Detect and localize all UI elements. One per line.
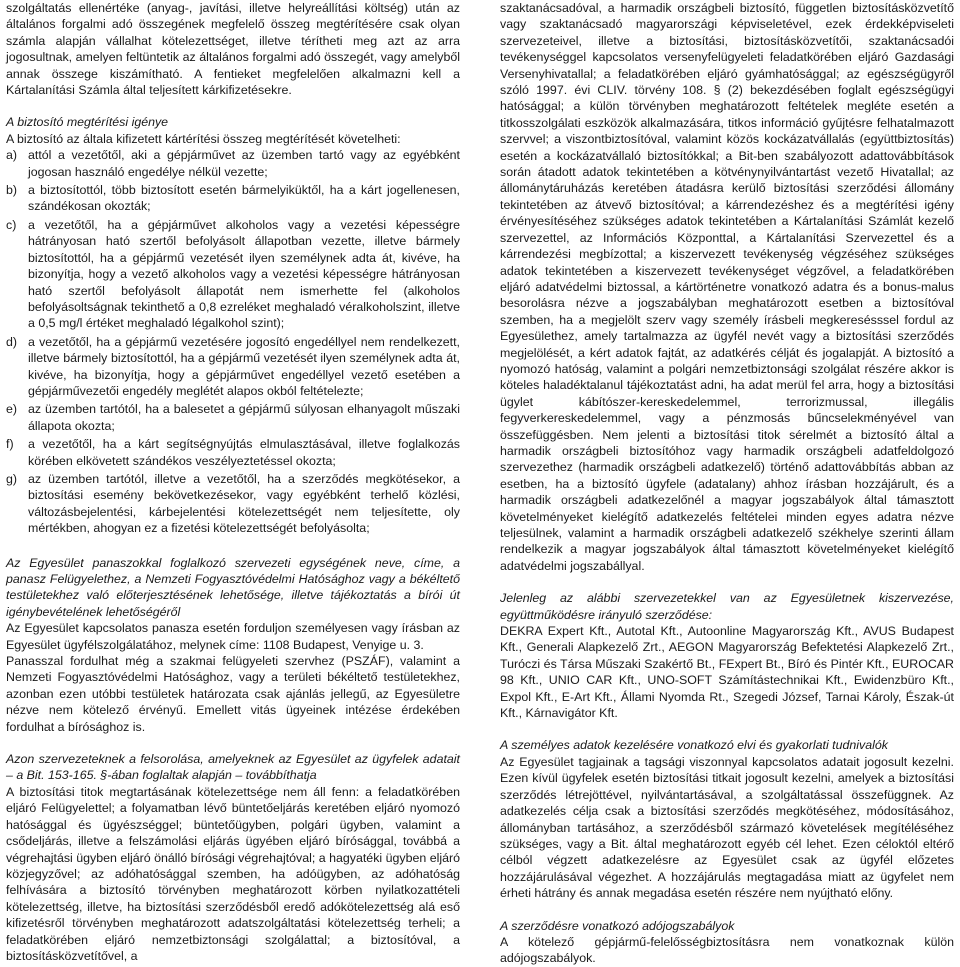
section-heading-tax-law: A szerződésre vonatkozó adójogszabályok xyxy=(500,918,735,933)
continued-paragraph: szaktanácsadóval, a harmadik országbeli biztosító, független biztosításközvetítő vagy szaktanácsadó magyarországi képviseletével, ezek érdekképviseleti szervezeteivel, illetve a biztosítási, biztosításközvetítői, szaktanácsadói tevékenységgel kapcsolatos versenyfelügyeleti feladatkörében eljáró Gazdasági Versenyhivatallal; a feladatkörében eljáró gyámhatósággal; az egészségügyről szóló 1997. évi CLIV. törvény 108. § (2) bekezdésében foglalt egészségügyi hatósággal; a külön törvényben meghatározott feltételek megléte esetén a titkosszolgálati eszközök alkalmazására, titkos információ gyűjtésre felhatalmazott szervvel; a viszontbiztosítóval, valamint közös kockázatvállalás (együttbiztosítás) esetén a kockázatvállaló biztosítókkal; a Bit-ben szabályozott adattovábbítások során átadott adatok tekintetében a kötvénynyilvántartást vezető Hivatallal; az állománytáruházás keretében átadásra kerülő biztosítási szerződési állomány tekintetében az átvevő biztosítóval; a kárrendezéshez és a megtérítési igény érvényesítéséhez szükséges adatok tekintetében a Kártalanítási Számlát kezelő szervezettel, az Információs Központtal, a Kártalanítási Szervezettel és a kárrendezési megbízottal; a kiszervezett tevékenység végzéséhez szükséges adatok tekintetében a kiszervezett tevékenységet végzővel, a feladatkörében eljáró adatvédelmi biztossal, a kártörténetre vonatkozó adatra és a bonus-malus besorolásra nézve a jogszabályban meghatározott esetben a biztosítóval szemben, ha a megjelölt szerv vagy személy írásbeli megkeresésssel fordul az Egyesülethez, amely tartalmazza az ügyfél nevét vagy a biztosítási szerződés megjelölését, a kért adatok fajtát, az adatkérés célját és jogalapját. A biztosító a nyomozó hatóság, valamint a polgári nemzetbiztonsági szolgálat részére akkor is köteles haladéktalanul tájékoztatást adni, ha adat merül fel arra, hogy a biztosítási ügylet kábítószer-kereskedelemmel, terrorizmussal, illegális fegyverkereskedelemmel, vagy a pénzmosás bűncselekményével van összefüggésben. Nem jelenti a biztosítási titok sérelmét a biztosító által a harmadik országbeli biztosítóhoz vagy harmadik országbeli adatfeldolgozó szervezethez (harmadik országbeli adatkezelő) történő adattovábbítás abban az esetben, ha a biztosító ügyfele (adatalany) ahhoz írásban hozzájárult, és a harmadik országbeli adatkezelőnél a magyar jogszabályok által támasztott követelményeket kielégítő adatkezelés feltételei minden egyes adatra nézve teljesülnek, valamint a harmadik országbeli adatkezelő székhelye szerinti állam rendelkezik a magyar jogszabályok által támasztott követelményeket kielégítő adatvédelmi jogszabállyal. xyxy=(500,1,954,573)
section-heading-partners: Jelenleg az alábbi szervezetekkel van az Egyesületnek kiszervezése, együttműködésre irányuló szerződése: xyxy=(500,591,954,622)
personal-data-paragraph: Az Egyesület tagjainak a tagsági viszonnyal kapcsolatos adatait jogosult kezelni. Ezen kívül ügyfelek esetén biztosítási titkait jogosult kezelni, amelyek a biztosítási szerződés létrejöttével, nyilvántartásával, a szolgáltatással összefüggnek. Az adatkezelés célja csak a biztosítási szerződés megkötéséhez, módosításához, állományban tartásához, a szerződésből származó követelések megítéléséhez szükséges, vagy a Bit. által meghatározott egyéb cél lehet. Ezen céloktól eltérő célból végzett adatkezelésre az Egyesület csak az ügyfél előzetes hozzájárulásával végezhet. A hozzájárulás megtagadása miatt az ügyfelet nem érheti hátrány és annak megadása esetén részére nem nyújtható előny. xyxy=(500,754,954,901)
reimbursement-list xyxy=(6,147,460,536)
left-column xyxy=(6,0,460,963)
partners-paragraph: DEKRA Expert Kft., Autotal Kft., Autoonline Magyarország Kft., AVUS Budapest Kft., Generali Alapkezelő Zrt., AEGON Magyarország Befektetési Alapkezelő Zrt., Turóczi és Társa Műszaki Szakértő Bt., FExpert Bt., Bíró és Pintér Kft., EUROCAR 98 Kft., UNIO CAR Kft., UNO-SOFT Számítástechnikai Kft., Ewidenzbüro Kft., Expol Kft., E-Art Kft., Állami Nyomda Rt., Szegedi József, Tarnai Károly, Észak-út Kft., Kárnavigátor Kft. xyxy=(500,624,954,721)
complaints-paragraph-2: Panasszal fordulhat még a szakmai felügyeleti szervhez (PSZÁF), valamint a Nemzeti Fogyasztóvédelmi Hatósághoz, vagy a területi békéltető testületekhez, azonban ezen utóbbi testületek határozata csak ajánlás jellegű, az Egyesületre nézve nem kötelező érvényű. Emellett vitás ügyeinek intézése érdekében fordulhat a bírósághoz is. xyxy=(6,654,460,734)
right-column xyxy=(500,0,954,966)
section-heading-personal-data: A személyes adatok kezelésére vonatkozó elvi és gyakorlati tudnivalók xyxy=(500,738,888,753)
list-item: e) az üzemben tartótól, ha a balesetet a gépjármű súlyosan elhanyagolt műszaki állapota okozta; xyxy=(6,402,460,433)
data-transfer-paragraph: A biztosítási titok megtartásának kötelezettsége nem áll fenn: a feladatkörében eljáró Felügyelettel; a folyamatban lévő büntetőeljárás keretében eljáró nyomozó hatósággal és ügyészséggel; büntetőügyben, polgári ügyben, valamint a csődeljárás, illetve a felszámolási eljárás ügyében eljáró bírósággal, továbbá a végrehajtási ügyben eljáró önálló bírósági végrehajtóval; a hagyatéki ügyben eljáró közjegyzővel; az adóhatósággal szemben, ha adóügyben, az adóhatóság felhívására a biztosító törvényben meghatározott körben nyilatkozattételi kötelezettség, illetve, ha biztosítási szerződésből eredő adókötelezettség alá eső kifizetésről törvényben meghatározott adatszolgáltatási kötelezettség terheli; a feladatkörében eljáró nemzetbiztonsági szolgálattal; a biztosítóval, a biztosításközvetítővel, a xyxy=(6,784,460,963)
list-item: d) a vezetőtől, ha a gépjármű vezetésére jogosító engedéllyel nem rendelkezett, illetve bármely biztosítottól, ha a gépjármű vezetését ilyen személynek adta át, kivéve, ha bizonyítja, hogy a gépjárművet engedéllyel vezető esetében a gépjárművezetői engedély meglétét alapos okból feltételezte; xyxy=(6,334,460,398)
intro-paragraph: szolgáltatás ellenértéke (anyag-, javítási, illetve helyreállítási költség) után az általános forgalmi adó összegének megfelelő összeg megtérítésére csak olyan számla alapján vállalhat kötelezettséget, illetve térítheti meg azt az arra jogosultnak, amelyen feltüntetik az általános forgalmi adó összegét, vagy amelyből annak összege kiszámítható. A fentieket megfelelően alkalmazni kell a Kártalanítási Számla által teljesített kárkifizetésekre. xyxy=(6,1,460,98)
section-heading-reimbursement: A biztosító megtérítési igénye xyxy=(6,115,169,130)
list-item: b) a biztosítottól, több biztosított esetén bármelyiküktől, ha a kárt jogellenesen, szándékosan okozták; xyxy=(6,183,460,214)
complaints-paragraph-1: Az Egyesület kapcsolatos panasza esetén forduljon személyesen vagy írásban az Egyesület ügyfélszolgálatához, melynek címe: 1108 Budapest, Venyige u. 3. xyxy=(6,621,460,652)
list-item: f) a vezetőtől, ha a kárt segítségnyújtás elmulasztásával, illetve foglalkozás körében elkövetett szándékos veszélyeztetéssel okozta; xyxy=(6,437,460,468)
list-item: a) attól a vezetőtől, aki a gépjárművet az üzemben tartó vagy az egyébként jogosan használó engedélye nélkül vezette; xyxy=(6,148,460,179)
section-heading-data-transfer: Azon szervezeteknek a felsorolása, amelyeknek az Egyesület az ügyfelek adatait – a Bit. 153-165. §-ában foglaltak alapján – továbbíthatja xyxy=(6,752,460,783)
list-item: g) az üzemben tartótól, illetve a vezetőtől, ha a szerződés megkötésekor, a biztosítási esemény bekövetkezésekor, vagy egyébként terhelő közlési, változásbejelentési, kárbejelentési kötelezettségét nem teljesítette, oly mértékben, ahogyan ez a fizetési kötelezettségét befolyásolta; xyxy=(6,471,460,536)
tax-law-paragraph: A kötelező gépjármű-felelősségbiztosításra nem vonatkoznak külön adójogszabályok. xyxy=(500,934,954,966)
list-item: c) a vezetőtől, ha a gépjárművet alkoholos vagy a vezetési képességre hátrányosan ható szertől befolyásolt állapotban vezette, illetve bármely biztosítottól, ha a gépjármű vezetését ilyen személynek adta át, kivéve, ha bizonyítja, hogy a vezető alkoholos vagy a vezetési képességre hátrányosan ható szertől befolyásolt állapotát nem ismerhette fel (alkoholos befolyásoltságnak tekinthető a 0,8 ezreléket meghaladó véralkoholszint, illetve a 0,5 mg/l értéket meghaladó légalkohol szint); xyxy=(6,217,460,331)
section-heading-complaints: Az Egyesület panaszokkal foglalkozó szervezeti egységének neve, címe, a panasz Felügyelethez, a Nemzeti Fogyasztóvédelmi Hatósághoz vagy a békéltető testületekhez való előterjesztésének lehetősége, illetve tájékoztatás a bírói út igénybevételének lehetőségéről xyxy=(6,555,460,619)
reimbursement-lead: A biztosító az általa kifizetett kártérítési összeg megtérítését követelheti: xyxy=(6,131,401,146)
